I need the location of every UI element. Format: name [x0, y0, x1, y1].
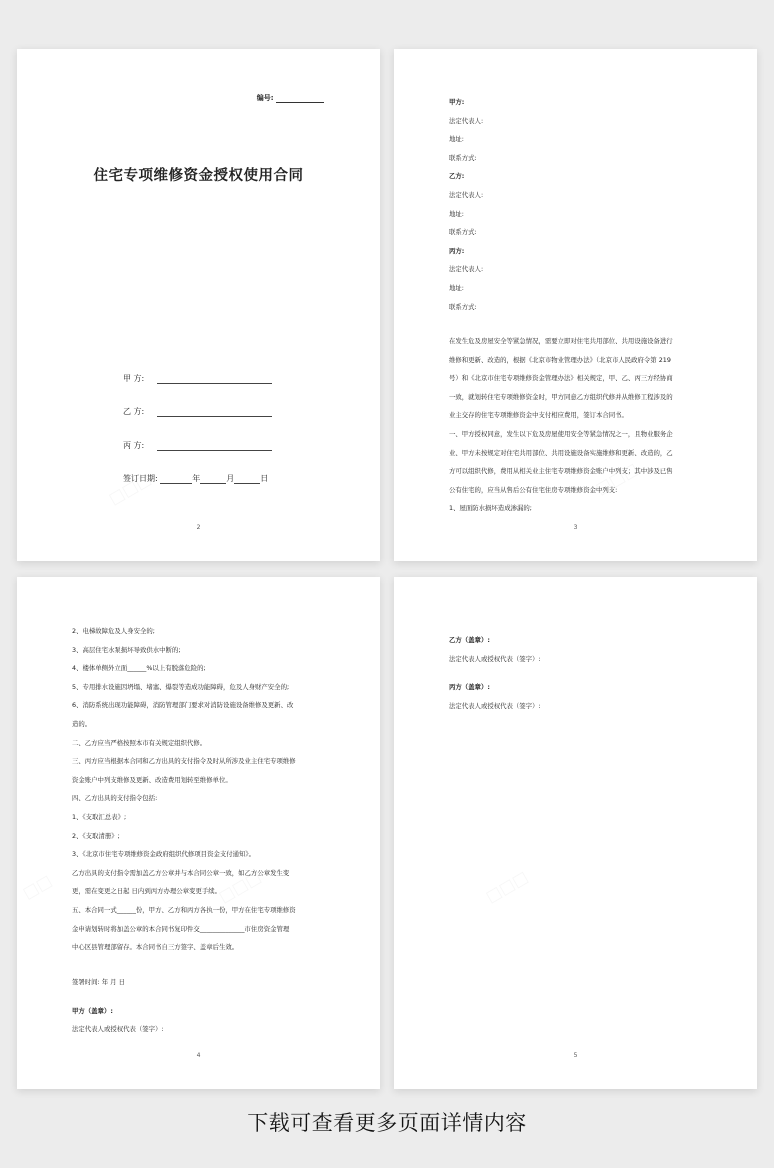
text-line: 丙方: — [449, 246, 465, 255]
parties-block — [449, 93, 709, 316]
party-c-seal: 丙方（盖章）: — [449, 683, 490, 692]
terms-block — [72, 622, 332, 957]
text-line: 更，需在变更之日起 日内到丙方办理公章变更手续。 — [72, 887, 222, 896]
text-line: 联系方式: — [449, 228, 477, 237]
page-number: 4 — [196, 1052, 201, 1059]
text-line: 四、乙方出具的支付指令包括: — [72, 794, 158, 803]
party-c-rep-sign: 法定代表人或授权代表（签字）: — [449, 701, 541, 710]
text-line: 2、《支取清册》; — [72, 831, 120, 840]
page-number: 5 — [573, 1052, 578, 1059]
text-line: 一致，就划转住宅专项维修资金时，甲方同意乙方组织代修并从维修工程涉及的 — [449, 392, 673, 401]
cover-party-b — [123, 406, 272, 417]
text-line: 金申请划转时将加盖公章的本合同书复印件交______________市住房资金管理 — [72, 924, 290, 933]
party-a-label: 甲 方: — [123, 374, 145, 383]
text-line: 乙方出具的支付指令需加盖乙方公章并与本合同公章一致，如乙方公章发生变 — [72, 868, 290, 877]
year-blank — [160, 475, 192, 484]
text-line: 公有住宅的，应当从售后公有住宅住房专项维修资金中列支: — [449, 485, 618, 494]
text-line: 6、消防系统出现功能障碍，消防管理部门要求对消防设施设备维修及更新、改 — [72, 701, 294, 710]
day-blank — [234, 475, 260, 484]
text-line: 地址: — [449, 283, 464, 292]
cover-page — [17, 49, 380, 561]
sign-time: 签署时间: 年 月 日 — [72, 978, 125, 986]
text-line: 联系方式: — [449, 302, 477, 311]
party-b-label: 乙 方: — [123, 407, 145, 416]
text-line: 二、乙方应当严格按照本市有关规定组织代修。 — [72, 738, 207, 747]
sign-block — [449, 631, 709, 715]
text-line: 资金账户中列支维修及更新、改造费用划转至维修单位。 — [72, 775, 232, 784]
page-number: 3 — [573, 524, 578, 531]
text-line: 在发生危及房屋安全等紧急情况，需要立即对住宅共用部位、共用设施设备进行 — [449, 337, 673, 345]
text-line: 法定代表人: — [449, 116, 484, 125]
text-line: 号）和《北京市住宅专项维修资金管理办法》相关规定，甲、乙、丙三方经协商 — [449, 374, 673, 383]
doc-number-blank — [276, 95, 324, 103]
text-line: 地址: — [449, 209, 464, 218]
cover-party-c — [123, 440, 272, 451]
month-label: 月 — [226, 474, 235, 483]
year-label: 年 — [192, 474, 201, 483]
contract-page-3 — [394, 49, 757, 561]
text-line: 方可以组织代修，费用从相关业主住宅专项维修资金账户中列支；其中涉及已售 — [449, 467, 673, 476]
text-line: 维修和更新、改造的，根据《北京市物业管理办法》（北京市人民政府令第 219 — [449, 355, 671, 364]
page-number: 2 — [196, 524, 201, 531]
party-b-seal: 乙方（盖章）: — [449, 636, 490, 644]
text-line: 五、本合同一式______份，甲方、乙方和丙方各执一份，甲方在住宅专项维修资 — [72, 905, 296, 914]
text-line: 法定代表人: — [449, 190, 484, 199]
cover-sign-date — [123, 473, 268, 484]
text-line: 1、《支取汇总表》; — [72, 812, 127, 821]
text-line: 甲方: — [449, 98, 465, 106]
sign-block — [72, 973, 332, 1039]
party-b-rep-sign: 法定代表人或授权代表（签字）: — [449, 654, 541, 663]
party-a-blank — [157, 375, 272, 384]
text-line: 3、高层住宅水泵损坏导致供水中断的; — [72, 645, 181, 654]
party-c-label: 丙 方: — [123, 441, 145, 450]
text-line: 联系方式: — [449, 153, 477, 162]
party-b-blank — [157, 408, 272, 417]
day-label: 日 — [260, 474, 269, 483]
text-line: 地址: — [449, 135, 464, 144]
text-line: 2、电梯故障危及人身安全的; — [72, 627, 155, 635]
doc-number-label: 编号: — [256, 94, 274, 102]
text-line: 5、专用排水设施因坍塌、堵塞、爆裂等造成功能障碍，危及人身财产安全的; — [72, 682, 290, 691]
month-blank — [200, 475, 226, 484]
watermark — [482, 867, 531, 906]
contract-page-5 — [394, 577, 757, 1089]
terms-block — [449, 332, 709, 518]
cover-party-a — [123, 373, 272, 384]
text-line: 中心区县管理部留存。本合同书自三方签字、盖章后生效。 — [72, 943, 239, 952]
sign-date-label: 签订日期: — [123, 474, 158, 483]
text-line: 造的。 — [72, 719, 92, 728]
text-line: 乙方: — [449, 172, 465, 181]
watermark — [19, 871, 55, 903]
contract-page-4 — [17, 577, 380, 1089]
text-line: 3、《北京市住宅专项维修资金政府组织代修项目资金支付通知》。 — [72, 850, 255, 859]
text-line: 4、楼体单侧外立面______%以上有脱落危险的; — [72, 664, 206, 673]
document-number — [257, 93, 324, 103]
contract-title: 住宅专项维修资金授权使用合同 — [93, 168, 304, 184]
text-line: 业、甲方未按规定对住宅共用部位、共用设施设备实施维修和更新、改造的，乙 — [449, 448, 673, 457]
text-line: 1、屋面防水损坏造成渗漏的; — [449, 504, 532, 513]
text-line: 法定代表人: — [449, 265, 484, 274]
party-a-rep-sign: 法定代表人或授权代表（签字）: — [72, 1025, 164, 1034]
text-line: 业主交存的住宅专项维修资金中支付相应费用，签订本合同书。 — [449, 411, 628, 420]
text-line: 三、丙方应当根据本合同和乙方出具的支付指令及时从所涉及业主住宅专项维修 — [72, 757, 296, 766]
download-caption: 下载可查看更多页面详情内容 — [247, 1111, 527, 1135]
party-a-seal: 甲方（盖章）: — [72, 1006, 113, 1015]
party-c-blank — [157, 442, 272, 451]
text-line: 一、甲方授权同意，发生以下危及房屋使用安全等紧急情况之一，且物业服务企 — [449, 429, 673, 438]
